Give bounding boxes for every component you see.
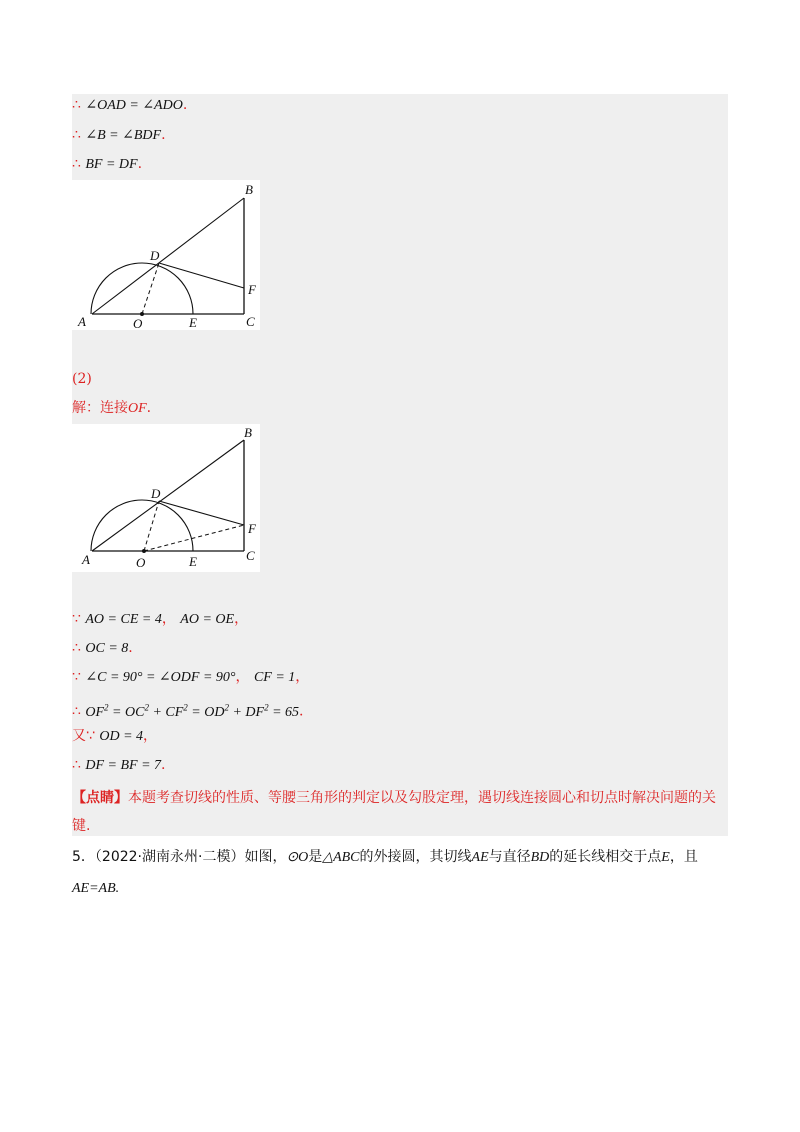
step-line: [72, 610, 248, 629]
therefore-symbol: ∴: [72, 156, 81, 172]
therefore-symbol: ∴: [72, 127, 81, 143]
equation: CF = 1: [253, 670, 296, 685]
note-tag: 【点睛】: [72, 790, 128, 806]
triangle-symbol: △ABC: [322, 850, 360, 865]
label-c: C: [246, 314, 255, 329]
question-text: ，且: [669, 849, 698, 865]
punctuation: .: [128, 640, 133, 656]
equation: ∠OAD = ∠ADO: [85, 98, 183, 113]
exponent: 2: [224, 702, 229, 712]
punctuation: ，: [295, 669, 310, 685]
point-e: E: [661, 850, 670, 865]
question-text: 的外接圆，其切线: [359, 849, 472, 865]
equation: ∠B = ∠BDF: [85, 128, 162, 143]
punctuation: .: [182, 97, 188, 113]
solution-text: 解：连接: [72, 400, 128, 416]
punctuation: ，: [143, 728, 158, 744]
step-line: [72, 639, 133, 658]
equation: DF = BF = 7: [85, 758, 162, 773]
punctuation: ，: [161, 611, 176, 627]
term: + CF: [148, 704, 184, 720]
solution-intro: [72, 399, 151, 418]
term: = OD: [187, 704, 225, 720]
punctuation: .: [137, 156, 143, 172]
label-f: F: [248, 521, 256, 536]
equation: BF = DF: [85, 157, 138, 172]
because-symbol: ∵: [72, 669, 81, 685]
label-o: O: [133, 316, 143, 330]
label-f: F: [248, 282, 256, 297]
exponent: 2: [264, 702, 269, 712]
term: = 65: [268, 704, 300, 720]
term: = OC: [108, 704, 145, 720]
question-text: 的延长线相交于点: [549, 849, 662, 865]
label-c: C: [246, 548, 255, 563]
question-condition: AE=AB.: [72, 881, 120, 896]
segment-bd: BD: [530, 850, 550, 865]
therefore-symbol: ∴: [72, 703, 81, 720]
label-b: B: [244, 425, 252, 440]
equation: AO = OE: [180, 612, 235, 627]
also-because-symbol: 又∵: [72, 728, 95, 744]
step-line: [72, 698, 303, 722]
pythagorean-equation: [85, 702, 300, 720]
label-b: B: [245, 182, 253, 197]
segment-name: OF: [128, 401, 147, 416]
step-line: [72, 155, 142, 174]
step-line: [72, 126, 166, 145]
label-o: O: [136, 555, 146, 570]
punctuation: .: [161, 757, 166, 773]
label-e: E: [189, 554, 197, 569]
step-line: [72, 668, 309, 687]
step-line: [72, 96, 187, 115]
step-line: [72, 727, 157, 746]
label-e: E: [189, 315, 197, 330]
part-number: (2): [72, 371, 92, 387]
segment-ae: AE: [471, 850, 489, 865]
equation: OD = 4: [99, 729, 144, 744]
step-line: [72, 756, 166, 775]
geometry-figure-2: [72, 424, 260, 572]
therefore-symbol: ∴: [72, 757, 81, 773]
question-text: 是: [308, 849, 323, 865]
term: OF: [85, 704, 105, 720]
geometry-figure-1: [72, 180, 260, 330]
punctuation: ，: [235, 669, 250, 685]
exponent: 2: [144, 702, 149, 712]
equation: ∠C = 90° = ∠ODF = 90°: [85, 670, 236, 685]
key-point-note: [72, 784, 722, 840]
equation: AO = CE = 4: [85, 612, 162, 627]
exponent: 2: [183, 702, 188, 712]
label-a: A: [82, 552, 90, 567]
note-text: 本题考查切线的性质、等腰三角形的判定以及勾股定理，遇切线连接圆心和切点时解决问题的关键.: [72, 790, 716, 834]
label-d: D: [150, 248, 160, 263]
equation: OC = 8: [85, 641, 129, 656]
question-5: [72, 842, 722, 904]
punctuation: ，: [234, 611, 249, 627]
punctuation: .: [146, 400, 152, 416]
circle-symbol: ⊙O: [286, 850, 309, 865]
punctuation: .: [161, 127, 166, 143]
therefore-symbol: ∴: [72, 97, 81, 113]
exponent: 2: [104, 702, 109, 712]
term: + DF: [228, 704, 265, 720]
punctuation: .: [299, 703, 304, 720]
label-a: A: [78, 314, 86, 329]
therefore-symbol: ∴: [72, 640, 81, 656]
question-source: （2022·湖南永州·二模）如图，: [94, 849, 287, 865]
question-number: 5．: [72, 849, 95, 865]
because-symbol: ∵: [72, 611, 81, 627]
question-text: 与直径: [488, 849, 531, 865]
label-d: D: [151, 486, 161, 501]
